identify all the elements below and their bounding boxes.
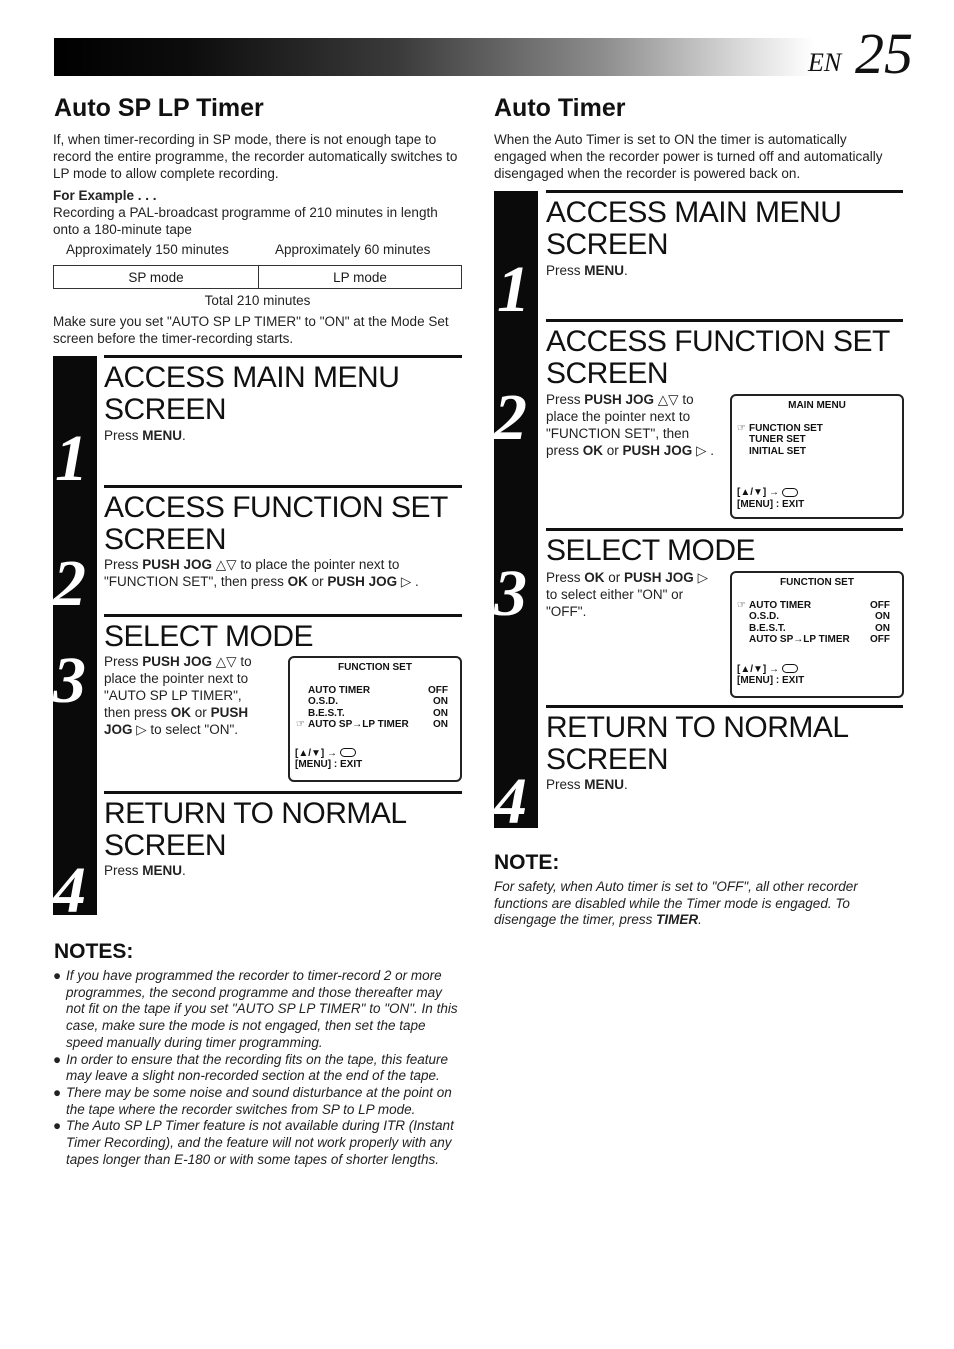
osd-row: O.S.D. ON [308, 696, 448, 707]
osd-row: INITIAL SET [749, 445, 807, 457]
header-gradient-bar [54, 38, 814, 76]
right-step3-heading: SELECT MODE [546, 528, 903, 567]
osd-exit-hint: [MENU] : EXIT [737, 675, 805, 686]
left-step-bar [53, 356, 97, 927]
pointer-icon: ☞ [296, 719, 305, 730]
auto-timer-intro: When the Auto Timer is set to ON the timer is automatically engaged when the recorder power is turned off and automatically disengaged when the recorder is powered back on. [494, 132, 883, 181]
total-length-label: Total 210 minutes [204, 293, 311, 308]
osd-row: AUTO SP→LP TIMER OFF [749, 634, 890, 645]
pointer-icon: ☞ [737, 422, 746, 434]
step-number-1: 1 [497, 253, 530, 326]
osd-title: FUNCTION SET [338, 662, 412, 673]
note-item: ● If you have programmed the recorder to timer-record 2 or more programmes, the second programme and those thereafter may not fit on the tape if you set "AUTO SP LP TIMER" to "ON". In this case, make sure the mode is not engaged, then set the tape speed manually during timer programming. [53, 968, 458, 1050]
notes-list [53, 968, 463, 1168]
left-step3-heading: SELECT MODE [104, 614, 462, 653]
left-step4-heading: RETURN TO NORMAL SCREEN [104, 791, 462, 862]
left-step2-heading: ACCESS FUNCTION SET SCREEN [104, 485, 462, 556]
example-text: Recording a PAL-broadcast programme of 210 minutes in length onto a 180-minute tape [53, 205, 438, 237]
left-function-set-screen [288, 656, 462, 782]
osd-title: MAIN MENU [788, 400, 846, 411]
notes-heading: NOTES: [54, 940, 134, 963]
language-label: EN [808, 48, 842, 77]
step-number-2: 2 [494, 381, 527, 454]
right-step4-heading: RETURN TO NORMAL SCREEN [546, 705, 903, 776]
lp-mode-cell: LP mode [259, 266, 462, 289]
right-main-menu-screen [730, 394, 904, 519]
note-item: ● There may be some noise and sound disturbance at the point on the tape where the recorder switches from SP to LP mode. [53, 1084, 452, 1117]
osd-exit-hint: [MENU] : EXIT [737, 498, 805, 510]
osd-row: O.S.D. ON [749, 611, 890, 622]
osd-row: AUTO TIMER OFF [308, 684, 448, 696]
osd-exit-hint: [MENU] : EXIT [295, 759, 363, 770]
right-step-bar [494, 191, 538, 838]
section-title-auto-sp-lp: Auto SP LP Timer [54, 94, 264, 122]
left-step2-text: Press PUSH JOG △▽ to place the pointer next to "FUNCTION SET", then press OK or PUSH JOG ▷ . [104, 557, 419, 589]
make-sure-text: Make sure you set "AUTO SP LP TIMER" to "ON" at the Mode Set screen before the timer-recording starts. [53, 314, 449, 346]
right-step2-heading: ACCESS FUNCTION SET SCREEN [546, 319, 903, 390]
sp-mode-cell: SP mode [54, 266, 259, 289]
pointer-icon: ☞ [737, 599, 746, 611]
ok-button-icon [340, 748, 356, 757]
osd-row: ☞ AUTO TIMER OFF [737, 599, 890, 611]
right-step1-text: Press MENU. [546, 263, 628, 278]
left-step4-text: Press MENU. [104, 863, 186, 878]
approx-lp-label: Approximately 60 minutes [275, 242, 431, 257]
left-step1-heading: ACCESS MAIN MENU SCREEN [104, 355, 462, 426]
right-step4-text: Press MENU. [546, 777, 628, 792]
left-step1-text: Press MENU. [104, 428, 186, 443]
osd-nav-hint: [▲/▼] → [737, 664, 902, 676]
ok-button-icon [782, 488, 798, 497]
right-step2-text: Press PUSH JOG △▽ to place the pointer next to "FUNCTION SET", then press OK or PUSH JOG ▷ . [546, 392, 714, 458]
step-number-4: 4 [53, 854, 86, 927]
osd-row: TUNER SET [749, 434, 806, 445]
note-heading: NOTE: [494, 851, 560, 874]
approx-sp-label: Approximately 150 minutes [66, 242, 229, 257]
osd-title: FUNCTION SET [780, 577, 854, 588]
tape-length-diagram [53, 265, 462, 289]
osd-row: ☞ FUNCTION SET [737, 422, 823, 434]
step-number-1: 1 [55, 422, 88, 495]
step-number-3: 3 [53, 644, 86, 717]
step-number-4: 4 [494, 765, 527, 838]
step-number-3: 3 [494, 557, 527, 630]
example-label: For Example . . . [53, 188, 157, 203]
osd-nav-hint: [▲/▼] → [295, 748, 460, 760]
right-step3-text: Press OK or PUSH JOG ▷ to select either "ON" or "OFF". [546, 570, 708, 619]
osd-row: ☞ AUTO SP→LP TIMER ON [296, 719, 448, 730]
left-step3-text: Press PUSH JOG △▽ to place the pointer next to "AUTO SP LP TIMER", then press OK or PUSH JOG ▷ to select "ON". [104, 654, 252, 737]
auto-sp-lp-intro: If, when timer-recording in SP mode, there is not enough tape to record the entire programme, the recorder automatically switches to LP mode to allow complete recording. [53, 132, 458, 181]
step-number-2: 2 [53, 547, 86, 620]
note-item: ● The Auto SP LP Timer feature is not available during ITR (Instant Timer Recording), and the feature will not work properly with any tapes longer than E-180 or with some tapes of shorter lengths. [53, 1118, 454, 1167]
section-title-auto-timer: Auto Timer [494, 94, 626, 122]
osd-row: B.E.S.T. ON [749, 622, 890, 634]
right-step1-heading: ACCESS MAIN MENU SCREEN [546, 190, 903, 261]
ok-button-icon [782, 664, 798, 673]
right-function-set-screen [730, 571, 904, 698]
note-text: For safety, when Auto timer is set to "OFF", all other recorder functions are disabled while the Timer mode is engaged. To disengage the timer, press TIMER. [494, 879, 858, 928]
osd-nav-hint: [▲/▼] → [737, 487, 902, 499]
osd-row: B.E.S.T. ON [308, 707, 448, 719]
note-item: ● In order to ensure that the recording fits on the tape, this feature may leave a slight non-recorded section at the end of the tape. [53, 1051, 448, 1084]
page-number: 25 [855, 21, 913, 86]
